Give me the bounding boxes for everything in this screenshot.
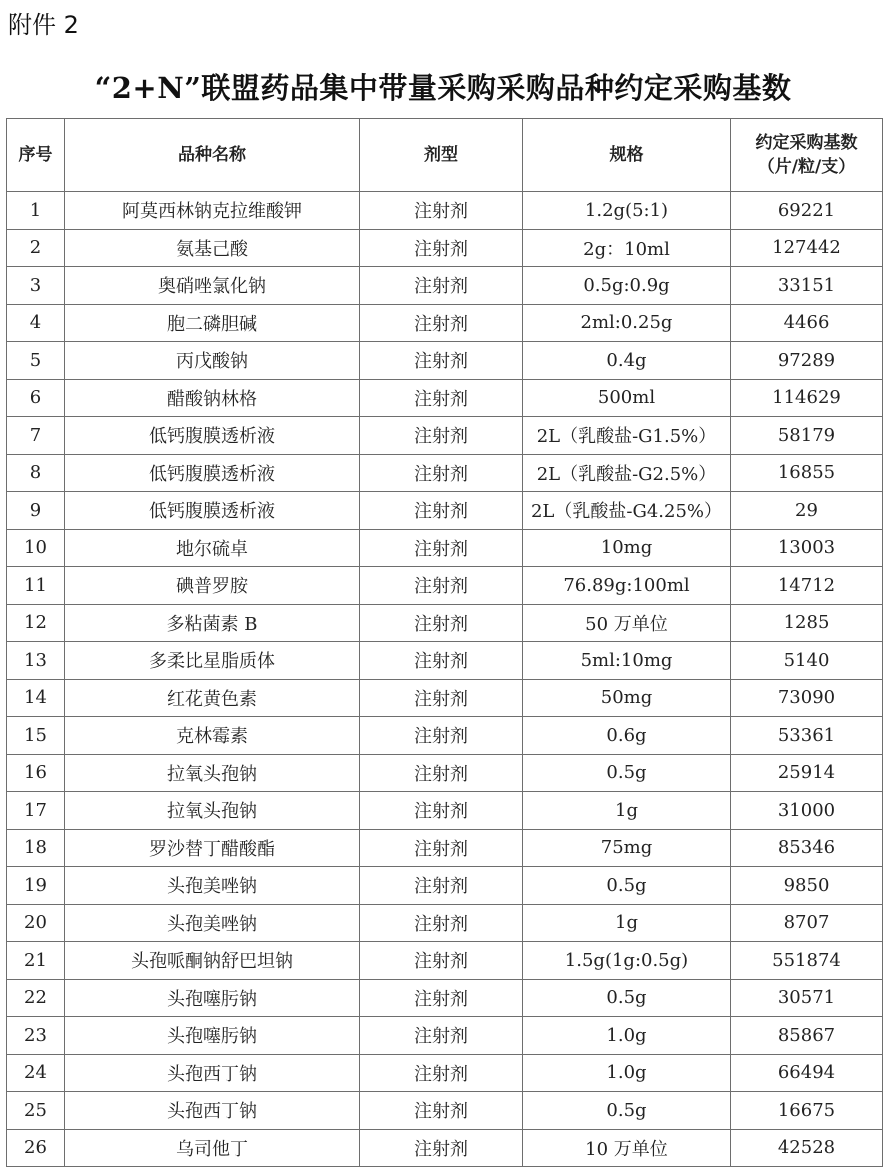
- table-row: [7, 229, 883, 267]
- cell-form: 注射剂: [360, 1129, 523, 1167]
- cell-name: 氨基己酸: [65, 229, 360, 267]
- cell-no: 13: [7, 642, 65, 680]
- table-row: [7, 792, 883, 830]
- table-row: [7, 567, 883, 605]
- table-row: [7, 267, 883, 305]
- table-row: [7, 642, 883, 680]
- cell-no: 8: [7, 454, 65, 492]
- cell-quantity: 58179: [731, 417, 883, 455]
- cell-name: 头孢美唑钠: [65, 867, 360, 905]
- cell-form: 注射剂: [360, 492, 523, 530]
- cell-no: 4: [7, 304, 65, 342]
- cell-no: 11: [7, 567, 65, 605]
- cell-spec: 0.6g: [523, 717, 731, 755]
- cell-spec: 2L（乳酸盐-G2.5%）: [523, 454, 731, 492]
- cell-quantity: 31000: [731, 792, 883, 830]
- cell-name: 罗沙替丁醋酸酯: [65, 829, 360, 867]
- header-quantity-line1: 约定采购基数: [755, 133, 858, 153]
- table-row: [7, 342, 883, 380]
- cell-spec: 50 万单位: [523, 604, 731, 642]
- cell-spec: 1g: [523, 904, 731, 942]
- cell-quantity: 85867: [731, 1017, 883, 1055]
- cell-name: 地尔硫卓: [65, 529, 360, 567]
- cell-spec: 76.89g:100ml: [523, 567, 731, 605]
- cell-name: 低钙腹膜透析液: [65, 492, 360, 530]
- header-form: 剂型: [360, 119, 523, 192]
- cell-no: 15: [7, 717, 65, 755]
- cell-spec: 500ml: [523, 379, 731, 417]
- cell-no: 1: [7, 192, 65, 230]
- cell-spec: 1.2g(5:1): [523, 192, 731, 230]
- cell-quantity: 5140: [731, 642, 883, 680]
- cell-quantity: 16675: [731, 1092, 883, 1130]
- cell-name: 头孢噻肟钠: [65, 1017, 360, 1055]
- cell-name: 醋酸钠林格: [65, 379, 360, 417]
- cell-spec: 1.0g: [523, 1054, 731, 1092]
- cell-form: 注射剂: [360, 1054, 523, 1092]
- cell-form: 注射剂: [360, 979, 523, 1017]
- cell-name: 多粘菌素 B: [65, 604, 360, 642]
- cell-no: 26: [7, 1129, 65, 1167]
- cell-spec: 2g：10ml: [523, 229, 731, 267]
- cell-quantity: 13003: [731, 529, 883, 567]
- cell-spec: 2L（乳酸盐-G1.5%）: [523, 417, 731, 455]
- cell-name: 头孢美唑钠: [65, 904, 360, 942]
- cell-name: 头孢哌酮钠舒巴坦钠: [65, 942, 360, 980]
- cell-spec: 0.5g: [523, 754, 731, 792]
- cell-form: 注射剂: [360, 304, 523, 342]
- cell-spec: 1g: [523, 792, 731, 830]
- cell-no: 12: [7, 604, 65, 642]
- cell-no: 3: [7, 267, 65, 305]
- cell-quantity: 53361: [731, 717, 883, 755]
- cell-no: 6: [7, 379, 65, 417]
- table-row: [7, 379, 883, 417]
- cell-spec: 10mg: [523, 529, 731, 567]
- document-title: “2+N”联盟药品集中带量采购采购品种约定采购基数: [94, 71, 792, 105]
- cell-spec: 0.5g:0.9g: [523, 267, 731, 305]
- cell-spec: 2ml:0.25g: [523, 304, 731, 342]
- cell-quantity: 127442: [731, 229, 883, 267]
- table-row: [7, 417, 883, 455]
- cell-name: 奥硝唑氯化钠: [65, 267, 360, 305]
- cell-form: 注射剂: [360, 229, 523, 267]
- cell-quantity: 9850: [731, 867, 883, 905]
- cell-quantity: 29: [731, 492, 883, 530]
- cell-spec: 10 万单位: [523, 1129, 731, 1167]
- cell-quantity: 42528: [731, 1129, 883, 1167]
- cell-no: 18: [7, 829, 65, 867]
- cell-form: 注射剂: [360, 829, 523, 867]
- cell-name: 多柔比星脂质体: [65, 642, 360, 680]
- cell-name: 低钙腹膜透析液: [65, 417, 360, 455]
- cell-no: 5: [7, 342, 65, 380]
- cell-quantity: 85346: [731, 829, 883, 867]
- cell-spec: 0.4g: [523, 342, 731, 380]
- cell-form: 注射剂: [360, 942, 523, 980]
- cell-quantity: 16855: [731, 454, 883, 492]
- table-row: [7, 754, 883, 792]
- cell-quantity: 114629: [731, 379, 883, 417]
- cell-quantity: 69221: [731, 192, 883, 230]
- table-row: [7, 942, 883, 980]
- cell-form: 注射剂: [360, 867, 523, 905]
- table-row: [7, 867, 883, 905]
- cell-form: 注射剂: [360, 417, 523, 455]
- header-quantity: [731, 119, 883, 192]
- cell-quantity: 551874: [731, 942, 883, 980]
- cell-name: 阿莫西林钠克拉维酸钾: [65, 192, 360, 230]
- cell-form: 注射剂: [360, 792, 523, 830]
- cell-form: 注射剂: [360, 1092, 523, 1130]
- cell-form: 注射剂: [360, 342, 523, 380]
- cell-name: 头孢西丁钠: [65, 1092, 360, 1130]
- cell-form: 注射剂: [360, 1017, 523, 1055]
- table-row: [7, 304, 883, 342]
- table-row: [7, 1129, 883, 1167]
- cell-no: 20: [7, 904, 65, 942]
- cell-no: 25: [7, 1092, 65, 1130]
- cell-no: 10: [7, 529, 65, 567]
- cell-name: 拉氧头孢钠: [65, 754, 360, 792]
- cell-name: 乌司他丁: [65, 1129, 360, 1167]
- cell-name: 头孢噻肟钠: [65, 979, 360, 1017]
- cell-no: 2: [7, 229, 65, 267]
- cell-spec: 2L（乳酸盐-G4.25%）: [523, 492, 731, 530]
- cell-no: 23: [7, 1017, 65, 1055]
- cell-form: 注射剂: [360, 454, 523, 492]
- cell-no: 24: [7, 1054, 65, 1092]
- cell-no: 21: [7, 942, 65, 980]
- cell-no: 9: [7, 492, 65, 530]
- cell-form: 注射剂: [360, 567, 523, 605]
- table-row: [7, 829, 883, 867]
- table-header: [7, 119, 883, 192]
- table-row: [7, 904, 883, 942]
- table-row: [7, 717, 883, 755]
- cell-form: 注射剂: [360, 904, 523, 942]
- cell-no: 19: [7, 867, 65, 905]
- cell-form: 注射剂: [360, 192, 523, 230]
- cell-form: 注射剂: [360, 642, 523, 680]
- cell-quantity: 4466: [731, 304, 883, 342]
- cell-no: 22: [7, 979, 65, 1017]
- cell-no: 14: [7, 679, 65, 717]
- cell-quantity: 14712: [731, 567, 883, 605]
- table-row: [7, 979, 883, 1017]
- attachment-label: 附件 2: [8, 11, 79, 39]
- cell-form: 注射剂: [360, 267, 523, 305]
- cell-name: 胞二磷胆碱: [65, 304, 360, 342]
- procurement-quota-table: [6, 118, 883, 1167]
- cell-quantity: 25914: [731, 754, 883, 792]
- table-row: [7, 1054, 883, 1092]
- header-no: 序号: [7, 119, 65, 192]
- cell-spec: 50mg: [523, 679, 731, 717]
- cell-name: 碘普罗胺: [65, 567, 360, 605]
- cell-quantity: 1285: [731, 604, 883, 642]
- cell-name: 红花黄色素: [65, 679, 360, 717]
- cell-form: 注射剂: [360, 679, 523, 717]
- cell-form: 注射剂: [360, 604, 523, 642]
- header-row: [7, 119, 883, 192]
- cell-quantity: 97289: [731, 342, 883, 380]
- cell-name: 低钙腹膜透析液: [65, 454, 360, 492]
- cell-no: 17: [7, 792, 65, 830]
- cell-quantity: 30571: [731, 979, 883, 1017]
- cell-form: 注射剂: [360, 379, 523, 417]
- cell-spec: 1.0g: [523, 1017, 731, 1055]
- cell-quantity: 66494: [731, 1054, 883, 1092]
- cell-spec: 0.5g: [523, 979, 731, 1017]
- table-row: [7, 192, 883, 230]
- cell-spec: 1.5g(1g:0.5g): [523, 942, 731, 980]
- cell-no: 16: [7, 754, 65, 792]
- cell-form: 注射剂: [360, 754, 523, 792]
- cell-name: 拉氧头孢钠: [65, 792, 360, 830]
- table-row: [7, 1092, 883, 1130]
- cell-form: 注射剂: [360, 529, 523, 567]
- cell-quantity: 8707: [731, 904, 883, 942]
- cell-name: 克林霉素: [65, 717, 360, 755]
- cell-quantity: 73090: [731, 679, 883, 717]
- table-row: [7, 492, 883, 530]
- cell-spec: 0.5g: [523, 1092, 731, 1130]
- table-row: [7, 679, 883, 717]
- table-body: [7, 192, 883, 1167]
- table-row: [7, 604, 883, 642]
- header-spec: 规格: [523, 119, 731, 192]
- table-row: [7, 529, 883, 567]
- table-row: [7, 1017, 883, 1055]
- table-row: [7, 454, 883, 492]
- cell-spec: 5ml:10mg: [523, 642, 731, 680]
- cell-form: 注射剂: [360, 717, 523, 755]
- cell-quantity: 33151: [731, 267, 883, 305]
- header-quantity-unit: （片/粒/支）: [757, 157, 856, 177]
- cell-name: 丙戊酸钠: [65, 342, 360, 380]
- header-name: 品种名称: [65, 119, 360, 192]
- cell-no: 7: [7, 417, 65, 455]
- cell-spec: 75mg: [523, 829, 731, 867]
- cell-name: 头孢西丁钠: [65, 1054, 360, 1092]
- cell-spec: 0.5g: [523, 867, 731, 905]
